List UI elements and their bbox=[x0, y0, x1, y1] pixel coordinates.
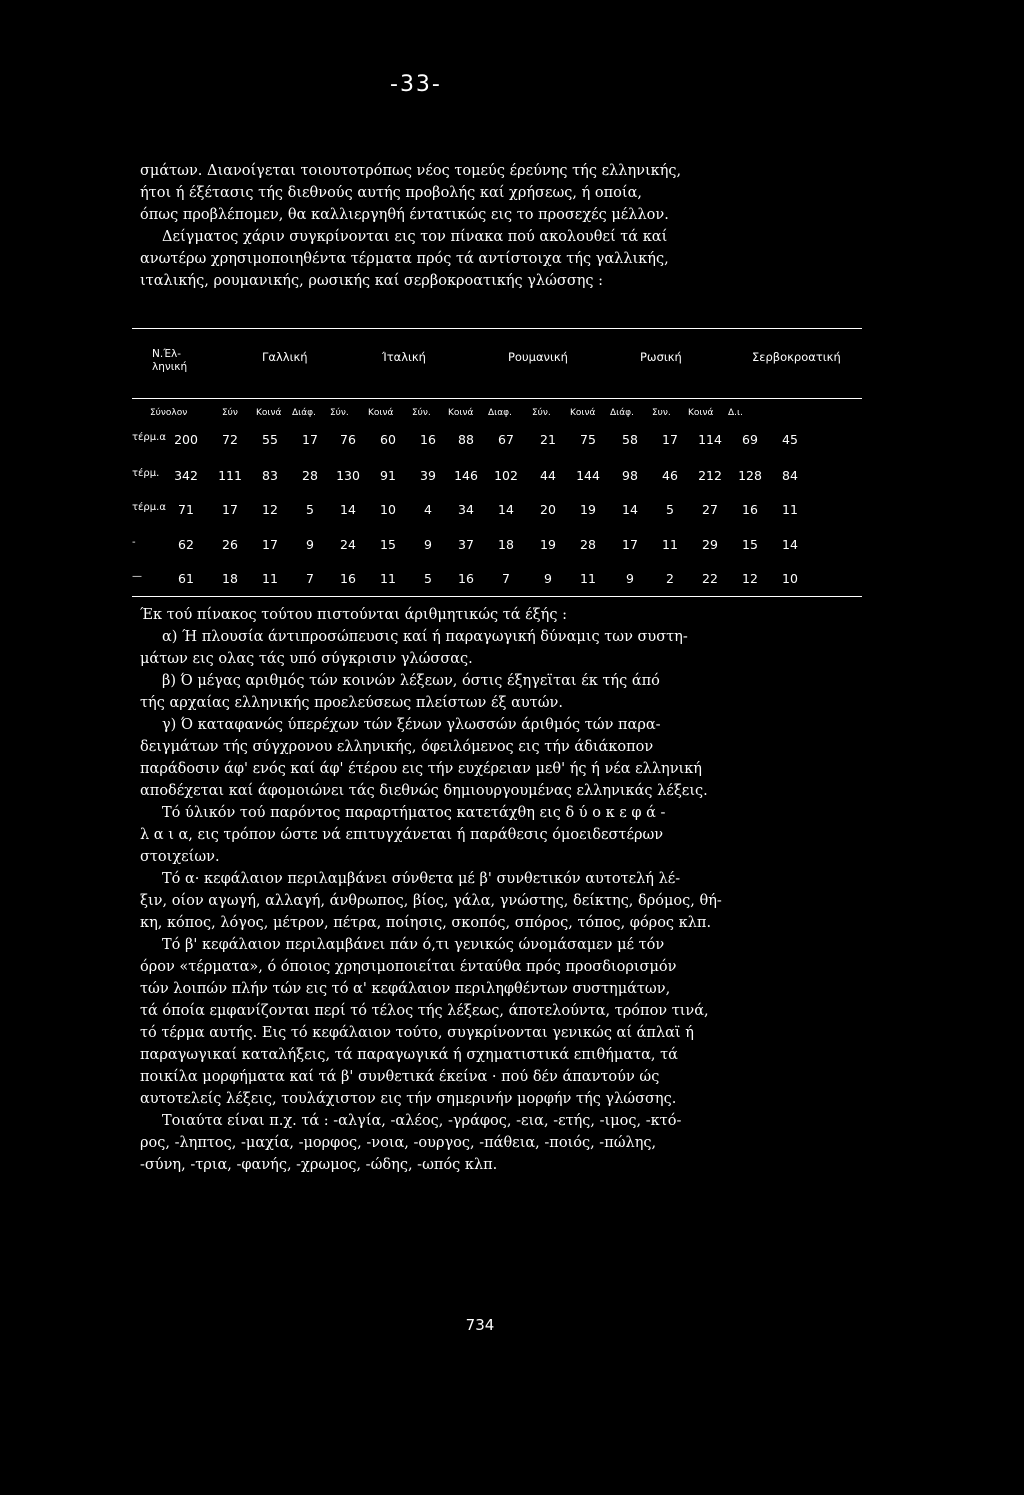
text-line: -σύνη, -τρια, -φανής, -χρωμος, -ώδης, -ωπός κλπ. bbox=[140, 1157, 498, 1173]
table-cell: 9 bbox=[306, 537, 314, 552]
table-cell: 71 bbox=[178, 502, 194, 517]
text-line: δειγμάτων τής σύγχρονου ελληνικής, όφειλόμενος εις τήν άδιάκοπον bbox=[140, 739, 654, 755]
text-line: αποδέχεται καί άφομοιώνει τάς διεθνώς δημιουργουμένας ελληνικάς λέξεις. bbox=[140, 783, 708, 799]
table-cell: 67 bbox=[498, 432, 514, 447]
sub-header: Σύν bbox=[222, 408, 238, 418]
text-line: ξιν, οίον αγωγή, αλλαγή, άνθρωπος, βίος, γάλα, γνώστης, δείκτης, δρόμος, θή- bbox=[140, 893, 722, 909]
table-cell: 11 bbox=[380, 571, 396, 586]
table-cell: 11 bbox=[262, 571, 278, 586]
table-cell: 28 bbox=[580, 537, 596, 552]
language-header: Ρουμανική bbox=[508, 350, 568, 364]
sub-header: Σύν. bbox=[532, 408, 551, 418]
table-cell: 72 bbox=[222, 432, 238, 447]
text-line: ιταλικής, ρουμανικής, ρωσικής καί σερβοκροατικής γλώσσης : bbox=[140, 273, 604, 289]
table-cell: 39 bbox=[420, 468, 436, 483]
table-cell: 102 bbox=[494, 468, 518, 483]
table-cell: 45 bbox=[782, 432, 798, 447]
table-cell: 5 bbox=[306, 502, 314, 517]
table-cell: 16 bbox=[340, 571, 356, 586]
table-cell: 22 bbox=[702, 571, 718, 586]
sub-header: Συν. bbox=[652, 408, 671, 418]
table-cell: 24 bbox=[340, 537, 356, 552]
table-cell: 76 bbox=[340, 432, 356, 447]
text-line: κη, κόπος, λόγος, μέτρον, πέτρα, ποίησις, σκοπός, σπόρος, τόπος, φόρος κλπ. bbox=[140, 915, 712, 931]
sub-header: Κοινά bbox=[368, 408, 394, 418]
sub-header: Κοινά bbox=[256, 408, 282, 418]
table-cell: 114 bbox=[698, 432, 722, 447]
table-cell: 16 bbox=[458, 571, 474, 586]
text-line: ανωτέρω χρησιμοποιηθέντα τέρματα πρός τά αντίστοιχα τής γαλλικής, bbox=[140, 251, 669, 267]
table-cell: 55 bbox=[262, 432, 278, 447]
table-cell: 84 bbox=[782, 468, 798, 483]
table-cell: 15 bbox=[380, 537, 396, 552]
text-line: Έκ τού πίνακος τούτου πιστούνται άριθμητικώς τά έξής : bbox=[140, 607, 567, 623]
sub-header: Σύνολον bbox=[150, 408, 188, 418]
sub-header: Κοινά bbox=[570, 408, 596, 418]
table-cell: 61 bbox=[178, 571, 194, 586]
sub-header: Διάφ. bbox=[610, 408, 634, 418]
table-cell: 12 bbox=[742, 571, 758, 586]
language-header: Γαλλική bbox=[262, 350, 308, 364]
row-label: - bbox=[132, 537, 136, 548]
table-cell: 14 bbox=[498, 502, 514, 517]
sub-header: Σύν. bbox=[330, 408, 349, 418]
table-cell: 11 bbox=[782, 502, 798, 517]
sub-header: Διάφ. bbox=[292, 408, 316, 418]
table-cell: 27 bbox=[702, 502, 718, 517]
table-cell: 17 bbox=[262, 537, 278, 552]
text-line: στοιχείων. bbox=[140, 849, 220, 865]
text-line: παράδοσιν άφ' ενός καί άφ' έτέρου εις τήν ευχέρειαν μεθ' ής ή νέα ελληνική bbox=[140, 761, 702, 777]
row-label: — bbox=[132, 571, 142, 582]
table-cell: 16 bbox=[420, 432, 436, 447]
table-cell: 15 bbox=[742, 537, 758, 552]
table-cell: 75 bbox=[580, 432, 596, 447]
table-cell: 20 bbox=[540, 502, 556, 517]
text-line: α) Ή πλουσία άντιπροσώπευσις καί ή παραγωγική δύναμις των συστη- bbox=[162, 629, 688, 645]
table-cell: 9 bbox=[626, 571, 634, 586]
table-cell: 83 bbox=[262, 468, 278, 483]
text-line: Τό ύλικόν τού παρόντος παραρτήματος κατετάχθη εις δ ύ ο κ ε φ ά - bbox=[162, 805, 666, 821]
table-cell: 342 bbox=[174, 468, 198, 483]
table-cell: 19 bbox=[580, 502, 596, 517]
table-cell: 60 bbox=[380, 432, 396, 447]
table-cell: 91 bbox=[380, 468, 396, 483]
text-line: Τό α· κεφάλαιον περιλαμβάνει σύνθετα μέ β' συνθετικόν αυτοτελή λέ- bbox=[162, 871, 681, 887]
text-line: παραγωγικαί καταλήξεις, τά παραγωγικά ή σχηματιστικά επιθήματα, τά bbox=[140, 1047, 678, 1063]
table-cell: 10 bbox=[782, 571, 798, 586]
text-line: τών λοιπών πλήν τών εις τό α' κεφάλαιον περιληφθέντων συστημάτων, bbox=[140, 981, 671, 997]
page-number-bottom: 734 bbox=[465, 1316, 495, 1334]
sub-header: Κοινά bbox=[688, 408, 714, 418]
table-cell: 29 bbox=[702, 537, 718, 552]
text-line: Τοιαύτα είναι π.χ. τά : -αλγία, -αλέος, -γράφος, -εια, -ετής, -ιμος, -κτό- bbox=[162, 1113, 682, 1129]
text-line: ρος, -ληπτος, -μαχία, -μορφος, -νοια, -ουργος, -πάθεια, -ποιός, -πώλης, bbox=[140, 1135, 657, 1151]
table-cell: 14 bbox=[782, 537, 798, 552]
table-cell: 88 bbox=[458, 432, 474, 447]
table-cell: 17 bbox=[222, 502, 238, 517]
table-cell: 212 bbox=[698, 468, 722, 483]
table-cell: 4 bbox=[424, 502, 432, 517]
row-label: τέρμ.α bbox=[132, 432, 166, 443]
text-line: λ α ι α, εις τρόπον ώστε νά επιτυγχάνεται ή παράθεσις όμοειδεστέρων bbox=[140, 827, 664, 843]
text-line: τό τέρμα αυτής. Εις τό κεφάλαιον τούτο, συγκρίνονται γενικώς αί άπλαϊ ή bbox=[140, 1025, 694, 1041]
body-paragraphs bbox=[140, 604, 820, 1176]
sub-header: Σύν. bbox=[412, 408, 431, 418]
table-cell: 11 bbox=[580, 571, 596, 586]
first-column-header: Ν.Έλ- ληνική bbox=[152, 348, 188, 373]
table-cell: 98 bbox=[622, 468, 638, 483]
table-cell: 21 bbox=[540, 432, 556, 447]
sub-header: Κοινά bbox=[448, 408, 474, 418]
table-cell: 111 bbox=[218, 468, 242, 483]
table-cell: 37 bbox=[458, 537, 474, 552]
table-cell: 14 bbox=[340, 502, 356, 517]
table-cell: 18 bbox=[222, 571, 238, 586]
table-cell: 14 bbox=[622, 502, 638, 517]
text-line: τά όποία εμφανίζονται περί τό τέλος τής λέξεως, άποτελούντα, τρόπον τινά, bbox=[140, 1003, 709, 1019]
table-cell: 16 bbox=[742, 502, 758, 517]
table-cell: 144 bbox=[576, 468, 600, 483]
table-cell: 44 bbox=[540, 468, 556, 483]
table-cell: 5 bbox=[424, 571, 432, 586]
language-header: Σερβοκροατική bbox=[752, 350, 841, 364]
table-cell: 17 bbox=[302, 432, 318, 447]
page-number-top: -33- bbox=[390, 72, 442, 97]
table-cell: 11 bbox=[662, 537, 678, 552]
comparison-table bbox=[0, 0, 1024, 600]
language-header: Ίταλική bbox=[382, 350, 426, 364]
table-cell: 2 bbox=[666, 571, 674, 586]
text-line: Δείγματος χάριν συγκρίνονται εις τον πίνακα πού ακολουθεί τά καί bbox=[162, 229, 668, 245]
row-label: τέρμ.α bbox=[132, 502, 166, 513]
table-cell: 130 bbox=[336, 468, 360, 483]
language-header: Ρωσική bbox=[640, 350, 682, 364]
text-line: όπως προβλέπομεν, θα καλλιεργηθή έντατικώς εις το προσεχές μέλλον. bbox=[140, 207, 669, 223]
table-cell: 9 bbox=[424, 537, 432, 552]
text-line: γ) Ό καταφανώς ύπερέχων τών ξένων γλωσσών άριθμός τών παρα- bbox=[162, 717, 661, 733]
table-cell: 200 bbox=[174, 432, 198, 447]
sub-header: Δ.ι. bbox=[728, 408, 743, 418]
table-cell: 17 bbox=[622, 537, 638, 552]
text-line: ποικίλα μορφήματα καί τά β' συνθετικά έκείνα · πού δέν άπαντούν ώς bbox=[140, 1069, 660, 1085]
text-line: β) Ό μέγας αριθμός τών κοινών λέξεων, όστις έξηγεϊται έκ τής άπό bbox=[162, 673, 660, 689]
table-cell: 17 bbox=[662, 432, 678, 447]
table-cell: 26 bbox=[222, 537, 238, 552]
table-cell: 9 bbox=[544, 571, 552, 586]
table-cell: 128 bbox=[738, 468, 762, 483]
table-cell: 10 bbox=[380, 502, 396, 517]
table-cell: 7 bbox=[306, 571, 314, 586]
table-cell: 58 bbox=[622, 432, 638, 447]
table-cell: 12 bbox=[262, 502, 278, 517]
text-line: τής αρχαίας ελληνικής προελεύσεως πλείστων έξ αυτών. bbox=[140, 695, 563, 711]
table-cell: 69 bbox=[742, 432, 758, 447]
text-line: αυτοτελείς λέξεις, τουλάχιστον εις τήν σημερινήν μορφήν τής γλώσσης. bbox=[140, 1091, 677, 1107]
table-cell: 46 bbox=[662, 468, 678, 483]
row-label: τέρμ. bbox=[132, 468, 160, 479]
text-line: ήτοι ή έξέτασις τής διεθνούς αυτής προβολής καί χρήσεως, ή οποία, bbox=[140, 185, 642, 201]
table-cell: 28 bbox=[302, 468, 318, 483]
table-cell: 19 bbox=[540, 537, 556, 552]
text-line: όρον «τέρματα», ό όποιος χρησιμοποιείται ένταύθα πρός προσδιορισμόν bbox=[140, 959, 677, 975]
sub-header: Διαφ. bbox=[488, 408, 512, 418]
text-line: Τό β' κεφάλαιον περιλαμβάνει πάν ό,τι γενικώς ώνομάσαμεν μέ τόν bbox=[162, 937, 665, 953]
table-cell: 146 bbox=[454, 468, 478, 483]
table-cell: 5 bbox=[666, 502, 674, 517]
table-cell: 18 bbox=[498, 537, 514, 552]
text-line: μάτων εις ολας τάς υπό σύγκρισιν γλώσσας. bbox=[140, 651, 473, 667]
table-cell: 62 bbox=[178, 537, 194, 552]
text-line: σμάτων. Διανοίγεται τοιουτοτρόπως νέος τομεύς έρεύνης τής ελληνικής, bbox=[140, 163, 682, 179]
table-cell: 34 bbox=[458, 502, 474, 517]
table-cell: 7 bbox=[502, 571, 510, 586]
